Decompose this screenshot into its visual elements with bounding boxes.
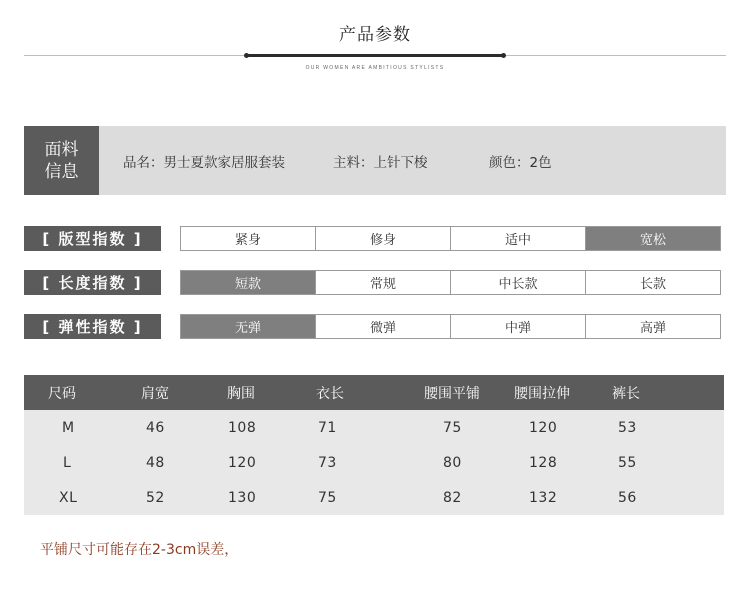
header-chest: 胸围	[227, 385, 255, 402]
fit-index-scale	[180, 226, 721, 251]
length-option: 常规	[316, 271, 451, 294]
table-cell: 75	[318, 489, 337, 506]
table-cell: 120	[529, 419, 558, 436]
divider-dot-left	[244, 53, 249, 58]
elasticity-option: 高弹	[639, 321, 666, 336]
fit-option: 紧身	[181, 227, 316, 250]
header-waist-flat: 腰围平铺	[424, 385, 480, 402]
length-index-scale	[180, 270, 721, 295]
elasticity-option: 无弹	[181, 315, 316, 338]
length-option: 短款	[181, 271, 316, 294]
table-cell: 46	[146, 419, 165, 436]
table-cell: 80	[443, 454, 462, 471]
length-option: 中长款	[451, 271, 586, 294]
size-table-header	[24, 375, 724, 410]
fit-index-label: [ 版型指数 ]	[24, 226, 161, 251]
tagline: OUR WOMEN ARE AMBITIOUS STYLISTS	[305, 65, 445, 71]
table-cell: 108	[228, 419, 257, 436]
product-name: 品名：男士夏款家居服套装	[123, 154, 285, 171]
length-option: 长款	[639, 277, 666, 292]
fabric-info-label	[24, 126, 99, 195]
table-cell: 73	[318, 454, 337, 471]
table-cell: 120	[228, 454, 257, 471]
header-pants-length: 裤长	[612, 385, 640, 402]
table-cell: 55	[618, 454, 637, 471]
elasticity-option: 微弹	[316, 315, 451, 338]
header-size: 尺码	[48, 385, 76, 402]
fit-option: 适中	[451, 227, 586, 250]
measurement-note: 平铺尺寸可能存在2-3cm误差，	[40, 542, 239, 558]
table-cell: 71	[318, 419, 337, 436]
table-cell: 128	[529, 454, 558, 471]
length-index-label: [ 长度指数 ]	[24, 270, 161, 295]
page-title: 产品参数	[339, 25, 411, 45]
fit-option: 修身	[316, 227, 451, 250]
size-table	[24, 375, 724, 515]
fit-option: 宽松	[586, 227, 720, 250]
elasticity-option: 中弹	[451, 315, 586, 338]
table-cell: 52	[146, 489, 165, 506]
table-cell: M	[62, 419, 75, 436]
table-cell: L	[63, 454, 72, 471]
main-material: 主料：上针下梭	[333, 154, 428, 171]
elasticity-index-scale	[180, 314, 721, 339]
header-waist-stretch: 腰围拉伸	[514, 385, 570, 402]
table-cell: 56	[618, 489, 637, 506]
table-cell: 82	[443, 489, 462, 506]
fabric-info-panel	[24, 126, 726, 195]
fabric-label-line2: 信息	[44, 161, 79, 182]
table-cell: 75	[443, 419, 462, 436]
table-cell: XL	[59, 489, 78, 506]
fabric-label-line1: 面料	[44, 139, 79, 160]
color-count: 颜色：2色	[489, 154, 552, 171]
table-cell: 53	[618, 419, 637, 436]
header-shoulder: 肩宽	[141, 385, 169, 402]
table-cell: 130	[228, 489, 257, 506]
header-length: 衣长	[316, 385, 344, 402]
table-cell: 48	[146, 454, 165, 471]
table-cell: 132	[529, 489, 558, 506]
title-divider-accent	[246, 54, 504, 57]
divider-dot-right	[501, 53, 506, 58]
elasticity-index-label: [ 弹性指数 ]	[24, 314, 161, 339]
